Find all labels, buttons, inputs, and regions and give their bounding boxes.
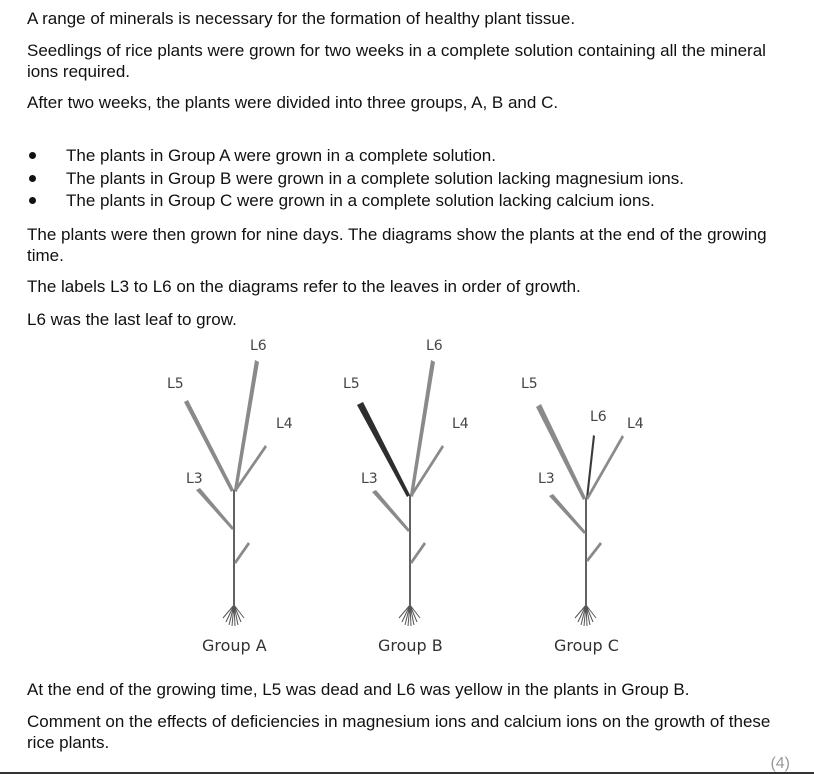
- group-conditions-list: [27, 145, 684, 213]
- leaf-label-l4: L4: [276, 416, 293, 432]
- rice-plants-diagram: [0, 330, 814, 660]
- intro-text: A range of minerals is necessary for the formation of healthy plant tissue.: [27, 9, 576, 28]
- leaf-label-l6: L6: [250, 338, 267, 354]
- leaf-label-l6: L6: [590, 409, 607, 425]
- plant-group-b: [343, 338, 469, 655]
- bullet-icon: [29, 175, 36, 182]
- bullet-icon: [29, 197, 36, 204]
- marks-label: (4): [770, 755, 790, 772]
- leaf-label-l3: L3: [538, 471, 555, 487]
- group-label-b: Group B: [378, 636, 443, 655]
- plant-drawing: [536, 404, 624, 626]
- leaf-label-l5: L5: [167, 376, 184, 392]
- leaf-label-l4: L4: [452, 416, 469, 432]
- question-text: Comment on the effects of deficiencies in magnesium ions and calcium ions on the growth of these rice plants.: [27, 712, 771, 752]
- bullet-icon: [29, 152, 36, 159]
- plant-group-a: [167, 338, 293, 655]
- observation-text: At the end of the growing time, L5 was dead and L6 was yellow in the plants in Group B.: [27, 680, 690, 699]
- group-label-c: Group C: [554, 636, 619, 655]
- leaf-label-l4: L4: [627, 416, 644, 432]
- list-item: The plants in Group C were grown in a complete solution lacking calcium ions.: [27, 190, 684, 213]
- leaf-label-l5: L5: [521, 376, 538, 392]
- growth-text: The plants were then grown for nine days. The diagrams show the plants at the end of the growing time.: [27, 225, 767, 265]
- leaf-label-l5: L5: [343, 376, 360, 392]
- groups-text: After two weeks, the plants were divided into three groups, A, B and C.: [27, 93, 559, 112]
- seedlings-text: Seedlings of rice plants were grown for two weeks in a complete solution containing all the mineral ions required.: [27, 41, 766, 81]
- list-item: The plants in Group A were grown in a complete solution.: [27, 145, 684, 168]
- plant-drawing: [357, 360, 444, 626]
- leaf-label-l3: L3: [361, 471, 378, 487]
- last-leaf-text: L6 was the last leaf to grow.: [27, 310, 237, 329]
- leaf-label-l6: L6: [426, 338, 443, 354]
- plant-drawing: [184, 360, 267, 626]
- plant-group-c: [521, 376, 644, 655]
- leaf-label-l3: L3: [186, 471, 203, 487]
- list-item: The plants in Group B were grown in a complete solution lacking magnesium ions.: [27, 168, 684, 191]
- group-label-a: Group A: [202, 636, 267, 655]
- labels-text: The labels L3 to L6 on the diagrams refer to the leaves in order of growth.: [27, 277, 581, 296]
